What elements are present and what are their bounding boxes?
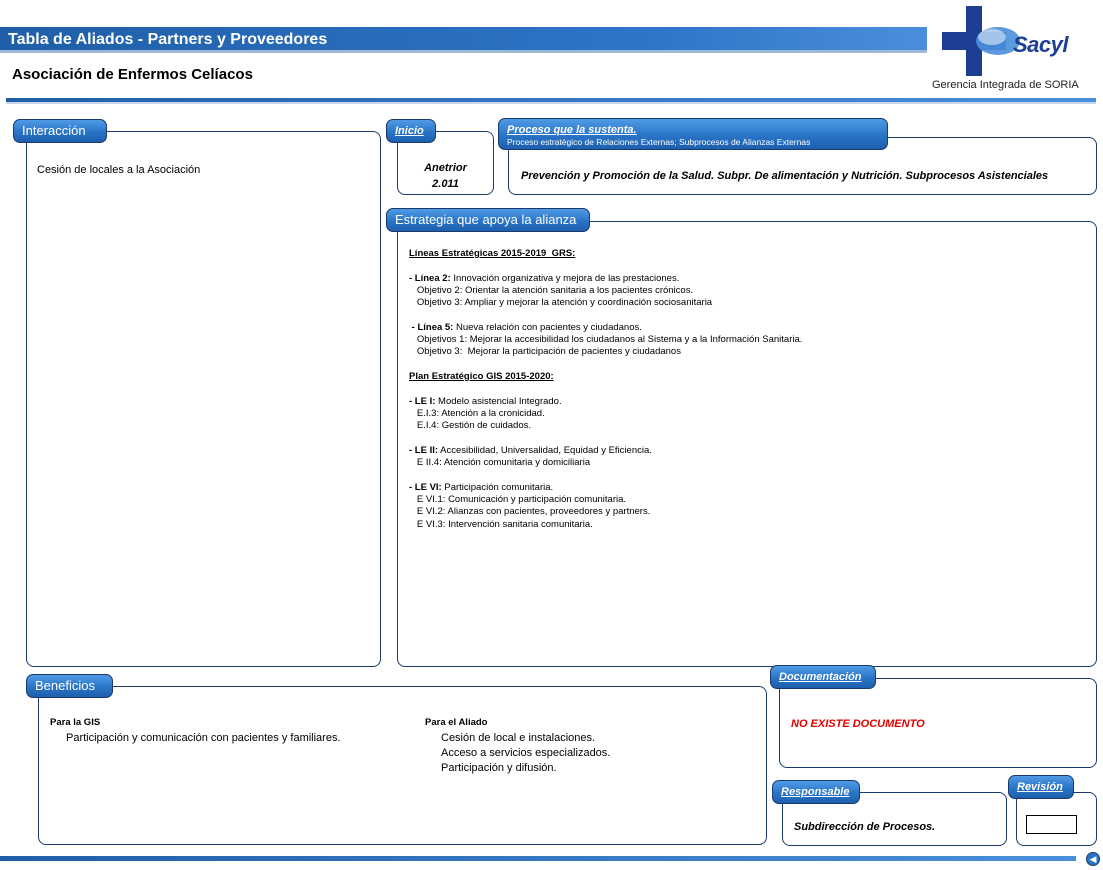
le-1-b: E.I.4: Gestión de cuidados. [409,420,531,432]
documentacion-text: NO EXISTE DOCUMENTO [791,718,925,730]
beneficios-gis-title: Para la GIS [50,717,101,728]
documentacion-tab [770,665,876,689]
beneficios-aliado-item: Cesión de local e instalaciones. [441,732,596,744]
revision-tab-label: Revisión [1017,781,1063,793]
beneficios-tab [26,674,113,698]
linea-2: - Línea 2: Innovación organizativa y mejora de las prestaciones. [409,272,680,284]
interaccion-tab [13,119,107,143]
interaccion-panel [26,131,381,667]
proceso-tab-label: Proceso que la sustenta. [507,124,637,136]
back-arrow-icon[interactable]: ◀ [1086,852,1100,866]
estrategia-tab-label: Estrategia que apoya la alianza [395,212,577,227]
beneficios-gis-item: Participación y comunicación con pacientes y familiares. [66,732,341,744]
linea-2-obj-2: Objetivo 2: Orientar la atención sanitaria a los pacientes crónicos. [409,284,694,296]
page-title: Tabla de Aliados - Partners y Proveedores [8,31,328,48]
beneficios-aliado-item: Participación y difusión. [441,762,557,774]
estrategia-content [409,248,802,531]
page-subtitle: Asociación de Enfermos Celíacos [12,66,253,83]
estrategia-tab-line [588,221,1088,222]
proceso-tab-sub: Proceso estratégico de Relaciones Externas; Subprocesos de Alianzas Externas [507,137,811,147]
documentacion-tab-label: Documentación [779,671,862,683]
le-1: - LE I: Modelo asistencial Integrado. [409,395,562,407]
beneficios-gis [50,717,341,746]
responsable-tab [772,780,860,804]
beneficios-aliado [425,717,610,776]
inicio-line1: Anetrior [424,162,467,174]
beneficios-tab-label: Beneficios [35,678,95,693]
beneficios-tab-line [111,686,759,687]
le-2: - LE II: Accesibilidad, Universalidad, Equidad y Eficiencia. [409,444,652,456]
inicio-line2: 2.011 [432,178,459,190]
proceso-tab [498,118,888,150]
interaccion-text: Cesión de locales a la Asociación [37,164,201,176]
header-divider [6,98,1096,104]
interaccion-tab-label: Interacción [22,123,86,138]
linea-5-obj-3: Objetivo 3: Mejorar la participación de pacientes y ciudadanos [409,346,681,358]
le-6: - LE VI: Participación comunitaria. [409,481,554,493]
inicio-tab-label: Inicio [395,125,424,137]
revision-field[interactable] [1026,815,1077,834]
proceso-text: Prevención y Promoción de la Salud. Subpr. De alimentación y Nutrición. Subprocesos Asistenciales [521,170,1049,182]
org-name: Gerencia Integrada de SORIA [932,79,1079,91]
le-2-a: E II.4: Atención comunitaria y domiciliaria [409,457,591,469]
le-6-b: E VI.2: Alianzas con pacientes, proveedores y partners. [409,506,651,518]
estrategia-heading-2: Plan Estratégico GIS 2015-2020: [409,370,554,382]
footer-divider [0,856,1076,861]
logo-text: Sacyl [1013,32,1068,57]
inicio-tab [386,119,436,143]
linea-5: - Línea 5: Nueva relación con pacientes y ciudadanos. [409,321,642,333]
linea-5-obj-1: Objetivos 1: Mejorar la accesibilidad los ciudadanos al Sistema y a la Información Sanitaria. [409,334,803,346]
interaccion-tab-line [105,131,373,132]
le-6-a: E VI.1: Comunicación y participación comunitaria. [409,493,627,505]
responsable-tab-label: Responsable [781,786,850,798]
le-1-a: E.I.3: Atención a la cronicidad. [409,407,545,419]
beneficios-aliado-title: Para el Aliado [425,717,488,728]
estrategia-tab [386,208,590,232]
revision-tab [1008,775,1074,799]
page-title-bar [0,27,927,53]
linea-2-obj-3: Objetivo 3: Ampliar y mejorar la atención y coordinación sociosanitaria [409,297,713,309]
responsable-text: Subdirección de Procesos. [794,821,936,833]
estrategia-heading-1: Líneas Estratégicas 2015-2019 GRS: [409,248,576,259]
le-6-c: E VI.3: Intervención sanitaria comunitaria. [409,518,593,530]
beneficios-aliado-item: Acceso a servicios especializados. [441,747,611,759]
beneficios-panel [38,686,767,845]
